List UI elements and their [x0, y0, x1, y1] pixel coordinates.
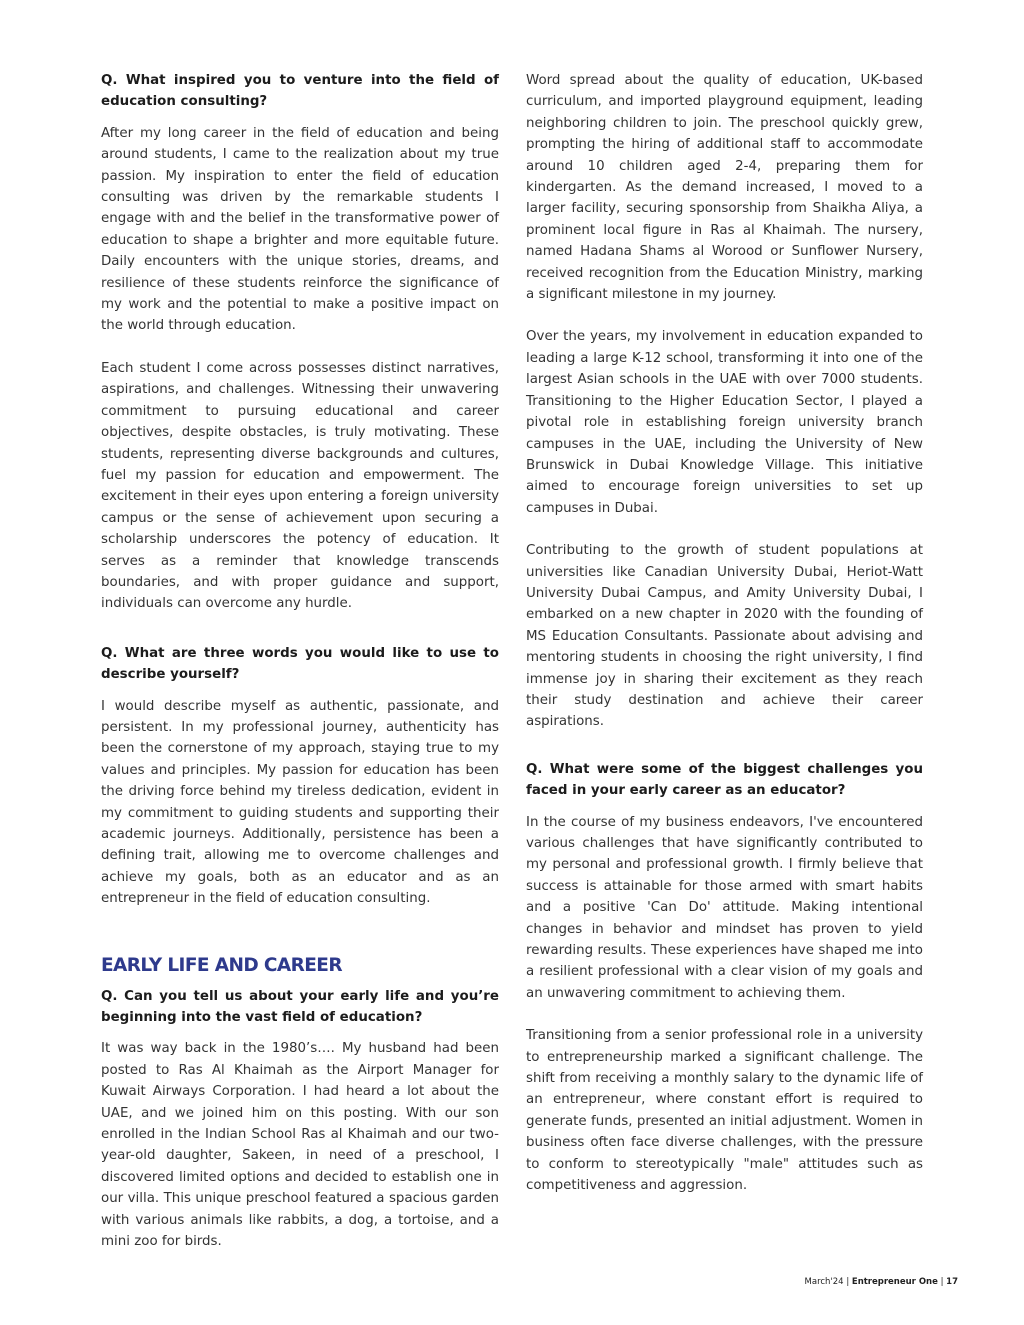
body-paragraph: Over the years, my involvement in education expanded to leading a large K-12 school, transforming it into one of the largest Asian schools in the UAE with over 7000 students. Transitioning to the Higher Education Sector, I played a pivotal role in establishing foreign university branch campuses in the UAE, including the University of New Brunswick in Dubai Knowledge Village. This initiative aimed to encourage foreign universities to set up campuses in Dubai. [526, 329, 923, 516]
question-early-life: Q. Can you tell us about your early life and you’re beginning into the vast field of education? [101, 988, 499, 1026]
body-paragraph: Word spread about the quality of education, UK-based curriculum, and imported playground equipment, leading neighboring children to join. The preschool quickly grew, prompting the hiring of additional staff to accommodate around 10 children aged 2-4, preparing them for kindergarten. As the demand increased, I moved to a larger facility, securing sponsorship from Shaikha Aliya, a prominent local figure in Ras al Khaimah. The nursery, named Hadana Shams al Worood or Sunflower Nursery, received recognition from the Education Ministry, marking a significant milestone in my journey. [526, 73, 923, 303]
answer-paragraph: After my long career in the field of education and being around students, I came to the realization about my true passion. My inspiration to enter the field of education consulting was driven by the remarkable students I engage with and the belief in the transformative power of education to shape a brighter and more equitable future. Daily encounters with the unique stories, dreams, and resilience of these students reinforce the significance of my work and the potential to make a positive impact on the world through education. [101, 125, 499, 334]
page-number: 17 [946, 1277, 958, 1287]
question-inspiration: Q. What inspired you to venture into the field of education consulting? [101, 73, 499, 110]
left-column [101, 70, 499, 1274]
issue-date: March'24 [804, 1277, 844, 1287]
body-paragraph: Contributing to the growth of student populations at universities like Canadian University Dubai, Heriot-Watt University Dubai Campus, and Amity University Dubai, I embarked on a new chapter in 2020 with the founding of MS Education Consultants. Passionate about advising and mentoring students in choosing the right university, I find immense joy in sharing their excitement as they reach their study destination and achieve their career aspirations. [526, 543, 923, 730]
question-three-words: Q. What are three words you would like to use to describe yourself? [101, 645, 499, 683]
magazine-name: Entrepreneur One [851, 1277, 938, 1287]
answer-paragraph: Transitioning from a senior professional role in a university to entrepreneurship marked a significant challenge. The shift from receiving a monthly salary to the dynamic life of an entrepreneur, where constant effort is required to generate funds, presented an initial adjustment. Women in business often face diverse challenges, with the pressure to conform to stereotypically "male" attitudes such as competitiveness and aggression. [526, 1028, 923, 1194]
footer-separator: | [846, 1277, 850, 1287]
page-footer [805, 1277, 958, 1287]
answer-paragraph: Each student I come across possesses distinct narratives, aspirations, and challenges. Witnessing their unwavering commitment to pursuing educational and career objectives, despite obstacles, is truly motivating. These students, representing diverse backgrounds and cultures, fuel my passion for education and empowerment. The excitement in their eyes upon entering a foreign university campus or the sense of achievement upon securing a scholarship underscores the potency of education. It serves as a reminder that knowledge transcends boundaries, and with proper guidance and support, individuals can overcome any hurdle. [101, 360, 499, 612]
right-column [526, 70, 923, 1218]
footer-separator: | [940, 1277, 944, 1287]
section-heading: EARLY LIFE AND CAREER [101, 954, 342, 976]
answer-paragraph: In the course of my business endeavors, I've encountered various challenges that have significantly contributed to my personal and professional growth. I firmly believe that success is attainable for those armed with smart habits and a positive 'Can Do' attitude. Making intentional changes in behavior and mindset has proven to yield rewarding results. These experiences have shaped me into a resilient professional with a clear vision of my goals and an unwavering commitment to achieving them. [526, 814, 923, 1001]
question-challenges: Q. What were some of the biggest challenges you faced in your early career as an educator? [526, 761, 923, 799]
answer-paragraph: It was way back in the 1980’s…. My husband had been posted to Ras Al Khaimah as the Airport Manager for Kuwait Airways Corporation. I had heard a lot about the UAE, and we joined him on this posting. With our son enrolled in the Indian School Ras al Khaimah and our two-year-old daughter, Sakeen, in need of a preschool, I discovered limited options and decided to establish one in our villa. This unique preschool featured a spacious garden with various animals like rabbits, a dog, a tortoise, and a mini zoo for birds. [101, 1041, 499, 1250]
answer-paragraph: I would describe myself as authentic, passionate, and persistent. In my professional journey, authenticity has been the cornerstone of my approach, staying true to my values and principles. My passion for education has been the driving force behind my tireless dedication, evident in my commitment to guiding students and supporting their academic journeys. Additionally, persistence has been a defining trait, allowing me to overcome challenges and achieve my goals, both as an educator and as an entrepreneur in the field of education consulting. [101, 698, 499, 907]
